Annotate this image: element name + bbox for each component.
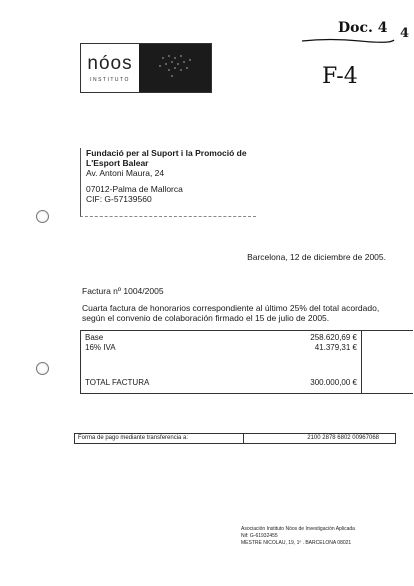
base-value: 258.620,69 € [310,333,357,342]
footer-line3: MESTRE NICOLAU, 19, 1º . BARCELONA 08021 [241,540,352,546]
recipient-city: 07012-Palma de Mallorca [86,184,183,194]
payment-label: Forma de pago mediante transferencia a: [78,435,189,441]
footer-line2: Nif: G-61932455 [241,533,278,539]
recipient-name-line1: Fundació per al Suport i la Promoció de [86,148,247,158]
recipient-name-line2: L'Esport Balear [86,158,149,168]
punch-hole-bottom [36,362,49,375]
base-label: Base [85,333,104,342]
f-label-annotation: F-4 [322,64,358,89]
recipient-cif: CIF: G-57139560 [86,194,152,204]
payment-account: 2100 2878 6802 00967068 [307,435,379,441]
page-number: 4 [400,26,410,41]
iva-value: 41.379,31 € [314,343,357,352]
logo-pattern-icon [139,44,210,90]
punch-hole-top [36,210,49,223]
recipient-address [80,148,256,217]
iva-label: 16% IVA [85,343,116,352]
doc-label-underline [300,36,396,44]
footer-address [241,526,355,547]
invoice-description: Cuarta factura de honorarios correspondiente al último 25% del total acordado, según el convenio de colaboración firmado el 15 de julio de 2005. [82,303,380,323]
invoice-date: Barcelona, 12 de diciembre de 2005. [247,252,386,262]
total-label: TOTAL FACTURA [85,378,150,387]
noos-logo [80,43,212,93]
invoice-number: Factura nº 1004/2005 [82,286,164,296]
footer-line1: Asociación Instituto Nóos de Investigación Aplicada [241,526,355,532]
recipient-street: Av. Antoni Maura, 24 [86,168,165,178]
logo-text-block [81,44,139,92]
total-value: 300.000,00 € [310,378,357,387]
payment-info [74,433,396,444]
totals-table [80,330,413,394]
logo-subtitle: INSTITUTO [90,76,130,83]
logo-name: nóos [87,52,133,74]
logo-pattern [139,44,211,92]
doc-label-annotation: Doc. 4 [338,20,388,36]
